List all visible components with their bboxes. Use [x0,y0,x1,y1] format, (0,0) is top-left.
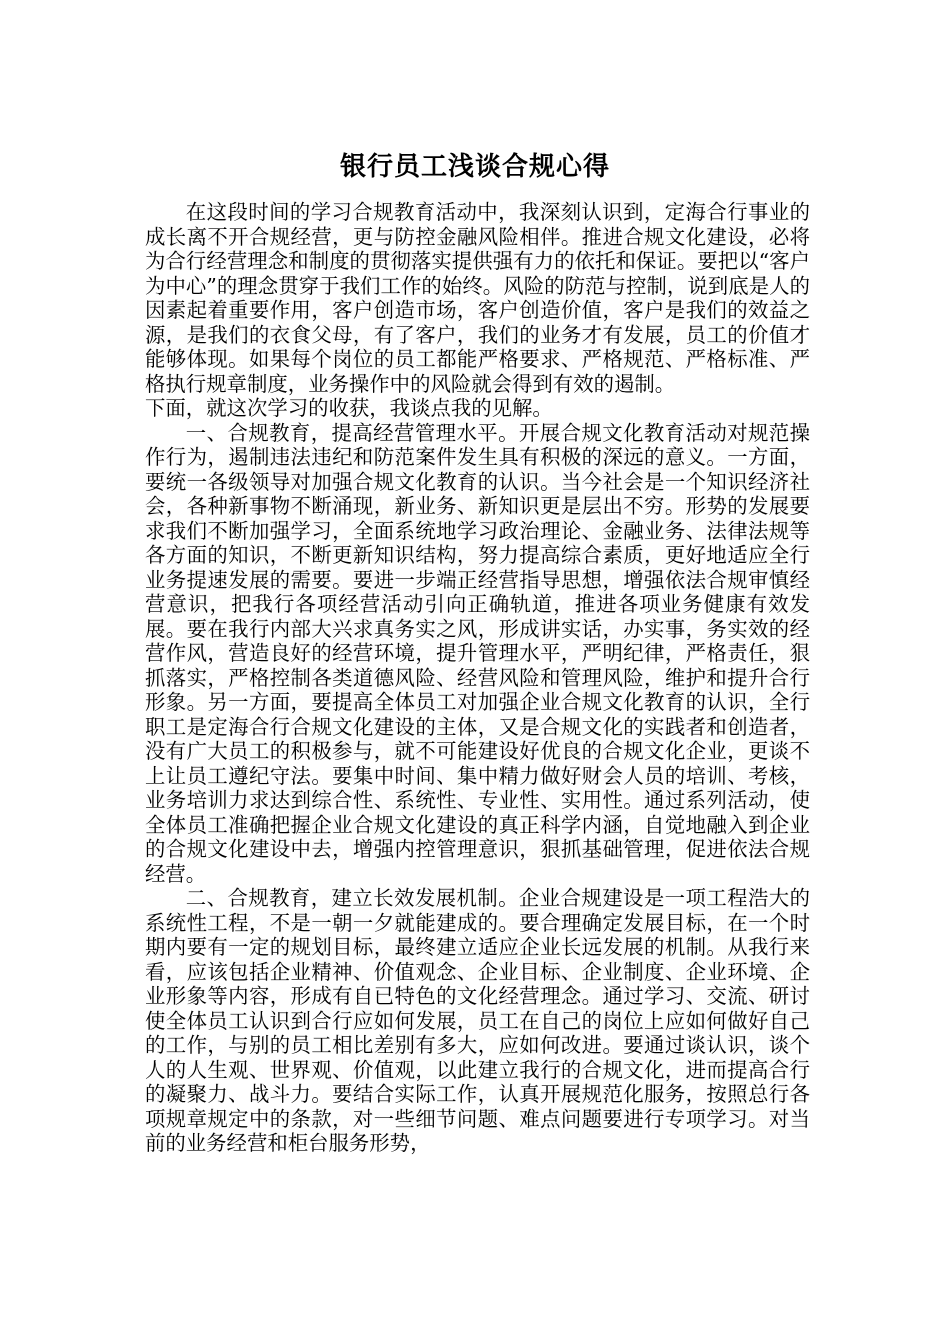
paragraph-section-two: 二、合规教育，建立长效发展机制。企业合规建设是一项工程浩大的系统性工程，不是一朝一夕就能建成的。要合理确定发展目标，在一个时期内要有一定的规划目标，最终建立适应企业长远发展的机制。从我行来看，应该包括企业精神、价值观念、企业目标、企业制度、企业环境、企业形象等内容，形成有自已特色的文化经营理念。通过学习、交流、研讨使全体员工认识到合行应如何发展，员工在自己的岗位上应如何做好自己的工作，与别的员工相比差别有多大，应如何改进。要通过谈认识，谈个人的人生观、世界观、价值观，以此建立我行的合规文化，进而提高合行的凝聚力、战斗力。要结合实际工作，认真开展规范化服务，按照总行各项规章规定中的条款，对一些细节问题、难点问题要进行专项学习。对当前的业务经营和柜台服务形势， [145,886,810,1155]
paragraph-intro: 在这段时间的学习合规教育活动中，我深刻认识到，定海合行事业的成长离不开合规经营，更与防控金融风险相伴。推进合规文化建设，必将为合行经营理念和制度的贯彻落实提供强有力的依托和保证。要把以“客户为中心”的理念贯穿于我们工作的始终。风险的防范与控制，说到底是人的因素起着重要作用，客户创造市场，客户创造价值，客户是我们的效益之源，是我们的衣食父母，有了客户，我们的业务才有发展，员工的价值才能够体现。如果每个岗位的员工都能严格要求、严格规范、严格标准、严格执行规章制度，业务操作中的风险就会得到有效的遏制。 [145,200,810,396]
paragraph-section-one: 一、合规教育，提高经营管理水平。开展合规文化教育活动对规范操作行为，遏制违法违纪和防范案件发生具有积极的深远的意义。一方面，要统一各级领导对加强合规文化教育的认识。当今社会是一个知识经济社会，各种新事物不断涌现，新业务、新知识更是层出不穷。形势的发展要求我们不断加强学习，全面系统地学习政治理论、金融业务、法律法规等各方面的知识，不断更新知识结构，努力提高综合素质，更好地适应全行业务提速发展的需要。要进一步端正经营指导思想，增强依法合规审慎经营意识，把我行各项经营活动引向正确轨道，推进各项业务健康有效发展。要在我行内部大兴求真务实之风，形成讲实话，办实事，务实效的经营作风，营造良好的经营环境，提升管理水平，严明纪律，严格责任，狠抓落实，严格控制各类道德风险、经营风险和管理风险，维护和提升合行形象。另一方面，要提高全体员工对加强企业合规文化教育的认识，全行职工是定海合行合规文化建设的主体，又是合规文化的实践者和创造者，没有广大员工的积极参与，就不可能建设好优良的合规文化企业，更谈不上让员工遵纪守法。要集中时间、集中精力做好财会人员的培训、考核，业务培训力求达到综合性、系统性、专业性、实用性。通过系列活动，使全体员工准确把握企业合规文化建设的真正科学内涵，自觉地融入到企业的合规文化建设中去，增强内控管理意识，狠抓基础管理，促进依法合规经营。 [145,420,810,886]
document-body [145,200,810,1156]
document-title: 银行员工浅谈合规心得 [339,152,610,183]
paragraph-transition: 下面，就这次学习的收获，我谈点我的见解。 [145,396,553,420]
